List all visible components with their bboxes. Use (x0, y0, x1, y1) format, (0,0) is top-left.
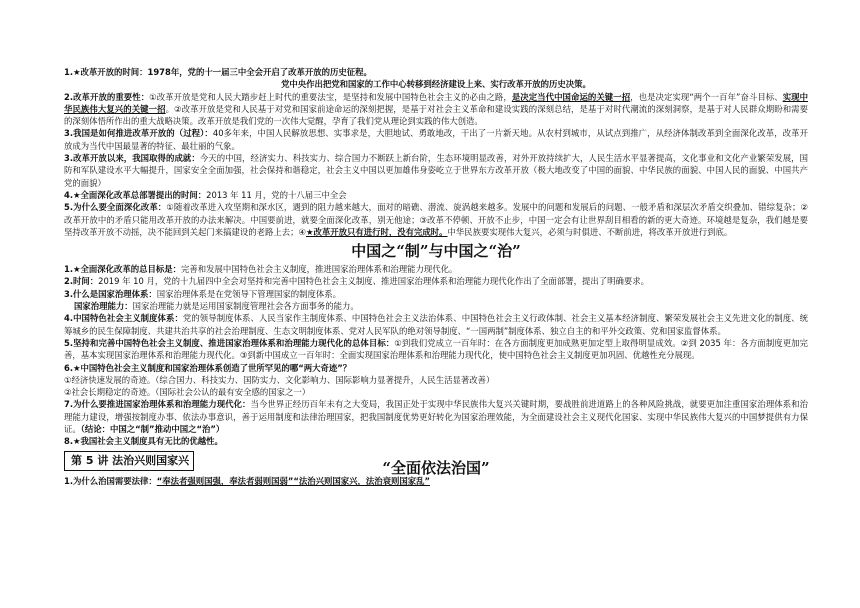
document-body (64, 66, 808, 487)
point-deepening-reform-time (64, 189, 808, 201)
point-text: 。②改革开放是党和人民基于对党和国家前途命运的深刻把握，是基于对社会主义革命和建设实践的深刻总结，是基于对时代潮流的深刻洞察，是基于对人民群众期盼和需要的深刻体悟所作出的重大战略决策。改革开放是我们党的一次伟大觉醒，孕育了我们党从理论到实践的伟大创造。 (64, 103, 808, 127)
point-governance-capacity (64, 300, 808, 312)
point-label: 3.改革开放以来，我国取得的成就： (64, 153, 200, 164)
underlined-key-phrase: ★改革开放只有进行时，没有完成时。 (306, 226, 448, 237)
point-text: 党的领导制度体系、人民当家作主制度体系、中国特色社会主义法治体系、中国特色社会主义行政体制、社会主义基本经济制度、繁荣发展社会主义先进文化的制度、统筹城乡的民生保障制度、共建共治共享的社会治理制度、生态文明制度体系、党对人民军队的绝对领导制度、“一国两制”制度体系、独立自主的和平外交政策、党和国家监督体系。 (64, 313, 808, 336)
point-system-list (64, 312, 808, 337)
conclusion-text: （结论：中国之“制”推动中国之“治”） (80, 424, 225, 435)
point-reform-opening-time (64, 66, 808, 78)
point-continuation: 党中央作出把党和国家的工作中心转移到经济建设上来、实行改革开放的历史决策。 (281, 79, 591, 90)
point-label: 2.时间： (64, 276, 99, 287)
point-reform-process (64, 127, 808, 152)
underlined-key-phrase: “奉法者强则国强，奉法者弱则国弱”“法治兴则国家兴，法治衰则国家乱” (156, 475, 431, 486)
point-reform-achievements (64, 152, 808, 189)
point-label: 8.★我国社会主义制度具有无比的优越性。 (64, 436, 223, 447)
point-text: 当今世界正经历百年未有之大变局，我国正处于实现中华民族伟大复兴关键时期，要战胜前进道路上的各种风险挑战，就要更加注重国家治理体系和治理能力建设，增强按制度办事、依法办事意识，善于运用制度和法律治理国家，把我国制度优势更好转化为国家治理效能，为全面建设社会主义现代化国家、实现中华民族伟大复兴的中国梦提供有力保证。 (64, 399, 808, 435)
point-label: 4.中国特色社会主义制度体系： (64, 313, 183, 324)
point-label: 1.★全面深化改革的总目标是： (64, 264, 182, 275)
point-label: 6.★中国特色社会主义制度和国家治理体系创造了世所罕见的哪“两大奇迹”？ (64, 362, 352, 373)
point-label: 1.★改革开放的时间： (64, 67, 148, 77)
point-overall-goal (64, 263, 808, 275)
point-label: 7.为什么要推进国家治理体系和治理能力现代化： (64, 399, 251, 410)
point-text: 今天的中国，经济实力、科技实力、综合国力不断跃上新台阶，生态环境明显改善，对外开放持续扩大，人民生活水平显著提高，文化事业和文化产业繁荣发展，国防和军队建设水平大幅提升，国家安全全面加强，社会保持和谐稳定，社会主义中国以更加雄伟身姿屹立于世界东方改革开放（极大地改变了中国的面貌、中华民族的面貌、中国人民的面貌、中国共产党的面貌） (64, 153, 808, 188)
point-reform-importance (64, 91, 808, 128)
underlined-key-phrase: 实现中华民族伟大复兴的关键一招 (64, 91, 809, 114)
point-system-superiority (64, 435, 808, 447)
point-text: 中华民族要实现伟大复兴，必须与时俱进、不断前进，将改革开放进行到底。 (447, 226, 733, 237)
lecture-header-row (64, 449, 808, 475)
point-text: 国家治理体系是在党领导下管理国家的制度体系。 (156, 288, 342, 299)
point-label: 3.我国是如何推进改革开放的（过程）： (64, 128, 213, 139)
point-text: 国家治理能力就是运用国家制度管理社会各方面事务的能力。 (132, 301, 359, 312)
point-label: 1.为什么治国需要法律： (64, 475, 157, 486)
point-text: ①随着改革进入攻坚期和深水区，遇到的阻力越来越大，面对的暗礁、潜流、旋涡越来越多。发展中的问题和发展后的问题、一般矛盾和深层次矛盾交织叠加、错综复杂；②改革开放中的矛盾只能用改革开放的办法来解决。中国要前进，就要全面深化改革，别无他途；③改革不停顿、开放不止步，中国一定会有让世界刮目相看的新的更大奇迹。环境越是复杂，我们越是要坚持改革开放不动摇，决不能回到关起门来搞建设的老路上去；④ (64, 202, 808, 237)
point-overall-targets (64, 337, 808, 362)
point-label: 3.什么是国家治理体系： (64, 288, 157, 299)
point-why-deepen-reform (64, 201, 808, 238)
miracle-social: ②社会长期稳定的奇迹。（国际社会公认的最有安全感的国家之一） (64, 387, 311, 398)
point-text: 2019 年 10 月，党的十九届四中全会对坚持和完善中国特色社会主义制度、推进国家治理体系和治理能力现代化作出了全面部署，提出了明确要求。 (98, 276, 649, 287)
point-label: 国家治理能力： (74, 301, 133, 312)
point-text: 40多年来，中国人民解放思想、实事求是，大胆地试、勇敢地改，干出了一片新天地。从农村到城市，从试点到推广，从经济体制改革到全面深化改革，改革开放成为当代中国最显著的特征、最壮丽的气象。 (64, 128, 808, 151)
point-text: ①到我们党成立一百年时：在各方面制度更加成熟更加定型上取得明显成效。②到 2035 年：各方面制度更加完善，基本实现国家治理体系和治理能力现代化。③到新中国成立一百年时：全面实现国家治理体系和治理能力现代化，使中国特色社会主义制度更加巩固、优越性充分展现。 (64, 337, 808, 361)
point-time (64, 275, 808, 287)
section-title: 中国之“制”与中国之“治” (351, 242, 521, 261)
point-governance-system (64, 288, 808, 300)
underlined-key-phrase: 是决定当代中国命运的关键一招 (511, 91, 631, 102)
point-text: ①改革开放是党和人民大踏步赶上时代的重要法宝，是坚持和发展中国特色社会主义的必由之路， (149, 91, 512, 102)
point-label: 5.坚持和完善中国特色社会主义制度、推进国家治理体系和治理能力现代化的总体目标： (64, 337, 395, 348)
section-title: “全面依法治国” (382, 458, 490, 477)
lecture-label-box: 第 5 讲 法治兴则国家兴 (64, 451, 194, 471)
point-label: 5.为什么要全面深化改革： (64, 202, 167, 213)
point-why-modernize-governance (64, 398, 808, 435)
miracle-economic: ①经济快速发展的奇迹。（综合国力、科技实力、国防实力、文化影响力、国际影响力显著提升，人民生活显著改善） (64, 374, 495, 385)
point-label: 2.改革开放的重要性： (64, 91, 150, 102)
point-two-miracles (64, 362, 808, 374)
point-text: 完善和发展中国特色社会主义制度，推进国家治理体系和治理能力现代化。 (181, 264, 458, 275)
point-label: 4.★全面深化改革总部署提出的时间： (64, 189, 207, 200)
point-text: 2013 年 11 月，党的十八届三中全会 (206, 189, 347, 200)
point-text: ，也是决定实现“两个一百年”奋斗目标、 (630, 91, 783, 102)
point-text: 1978年，党的十一届三中全会开启了改革开放的历史征程。 (147, 67, 372, 77)
